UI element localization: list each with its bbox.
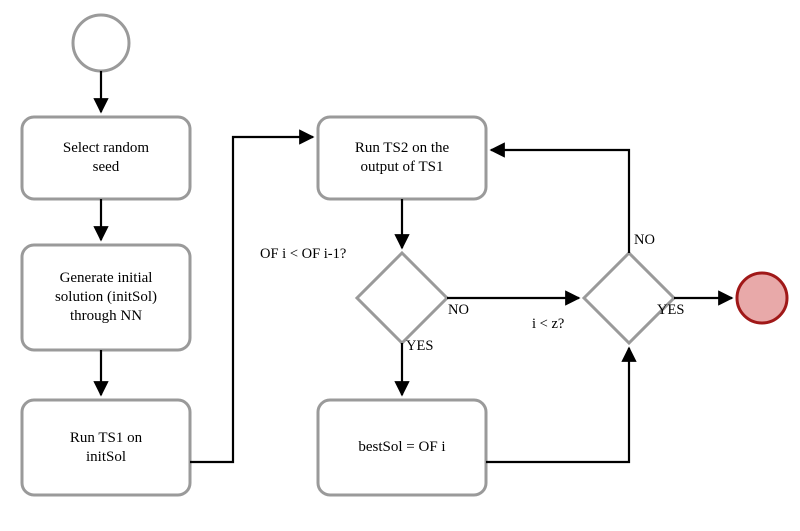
node-label-run-ts2: Run TS2 on the output of TS1 (354, 140, 450, 175)
edge-bestsol-to-izcheck (486, 348, 629, 462)
edge-label-ofcheck-yes: YES (406, 338, 434, 354)
node-decision-iz-check (584, 253, 674, 343)
node-label-bestsol: bestSol = OF i (358, 439, 446, 456)
node-select-random-seed (22, 117, 190, 199)
edge-ts1-to-ts2 (190, 137, 313, 462)
edge-label-ofcheck-no: NO (448, 302, 469, 318)
node-label-select-random-seed: Select random seed (62, 140, 150, 175)
edge-izcheck-no-to-ts2 (491, 150, 629, 253)
node-run-ts2 (318, 117, 486, 199)
node-run-ts1 (22, 400, 190, 495)
decision-label-iz-check: i < z? (532, 316, 565, 332)
node-generate-initial-solution (22, 245, 190, 350)
edge-label-izcheck-yes: YES (657, 302, 685, 318)
node-start (73, 15, 129, 71)
node-bestsol (318, 400, 486, 495)
node-label-run-ts1: Run TS1 on initSol (69, 429, 143, 465)
node-label-generate-initial-solution: Generate initial solution (initSol) through NN (54, 270, 158, 324)
node-end (737, 273, 787, 323)
node-decision-of-check (357, 253, 447, 343)
edge-label-izcheck-no: NO (634, 232, 655, 248)
decision-label-of-check: OF i < OF i-1? (260, 246, 347, 262)
